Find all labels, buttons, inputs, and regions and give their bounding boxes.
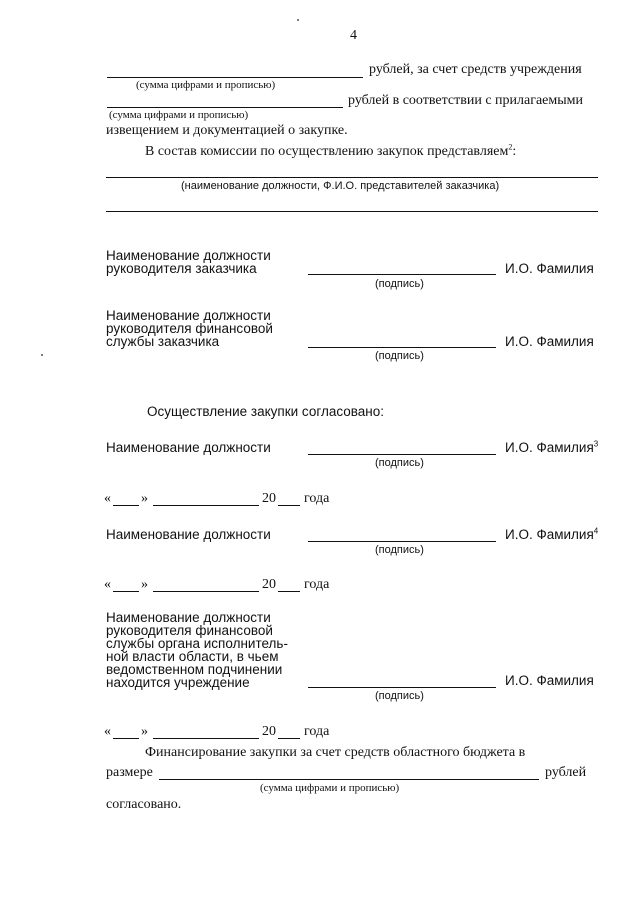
funding-caption: (сумма цифрами и прописью) (260, 782, 400, 794)
funding-amount-field[interactable] (159, 779, 539, 780)
approver2-signature-line[interactable] (308, 541, 496, 542)
authority-signature-line[interactable] (308, 687, 496, 688)
funding-line-1: Финансирование закупки за счет средств областного бюджета в (145, 745, 526, 760)
commission-caption: (наименование должности, Ф.И.О. представителей заказчика) (181, 180, 500, 192)
intro-line-1: рублей, за счет средств учреждения (369, 62, 582, 77)
funding-suffix: рублей (545, 765, 587, 780)
head-signature-line[interactable] (308, 274, 496, 275)
footnote-4: 4 (593, 526, 599, 536)
amount-field-2[interactable] (107, 107, 343, 108)
year-field-2[interactable] (278, 591, 300, 592)
head-name: И.О. Фамилия (505, 261, 594, 276)
finance-position-label: Наименование должности руководителя финансовой службы заказчика (106, 308, 273, 349)
date-row-3: « » 20 года (104, 724, 330, 739)
scan-speck (41, 354, 43, 356)
approver1-signature-caption: (подпись) (375, 457, 424, 469)
finance-name: И.О. Фамилия (505, 334, 594, 349)
month-field-2[interactable] (153, 591, 259, 592)
date-row-2: « » 20 года (104, 577, 330, 592)
commission-text: В состав комиссии по осуществлению закупок представляем$^2$: (145, 142, 517, 159)
approver1-label: Наименование должности (106, 440, 271, 455)
approver1-name: И.О. Фамилия$^3$ (505, 439, 599, 455)
authority-name: И.О. Фамилия (505, 673, 594, 688)
footnote-2: 2 (508, 142, 513, 152)
approver2-name: И.О. Фамилия$^4$ (505, 526, 599, 542)
intro-line-3: извещением и документацией о закупке. (106, 123, 348, 138)
day-field-3[interactable] (113, 738, 139, 739)
authority-position-label: Наименование должности руководителя финансовой службы органа исполнитель- ной власти области, в чьем ведомственном подчинении находится учреждение (106, 610, 288, 690)
approver2-signature-caption: (подпись) (375, 544, 424, 556)
scan-speck (297, 19, 299, 21)
page-number: 4 (350, 28, 357, 43)
day-field-2[interactable] (113, 591, 139, 592)
head-position-label: Наименование должности руководителя заказчика (106, 248, 271, 276)
funding-prefix: размере (106, 765, 153, 780)
month-field-1[interactable] (153, 505, 259, 506)
day-field-1[interactable] (113, 505, 139, 506)
amount-caption-1: (сумма цифрами и прописью) (136, 79, 276, 91)
agreed-heading: Осуществление закупки согласовано: (147, 404, 384, 419)
commission-field-2[interactable] (106, 211, 598, 212)
approver1-signature-line[interactable] (308, 454, 496, 455)
intro-line-2: рублей в соответствии с прилагаемыми (348, 93, 583, 108)
amount-caption-2: (сумма цифрами и прописью) (109, 109, 249, 121)
head-signature-caption: (подпись) (375, 278, 424, 290)
funding-last: согласовано. (106, 797, 182, 812)
finance-signature-line[interactable] (308, 347, 496, 348)
year-field-3[interactable] (278, 738, 300, 739)
approver2-label: Наименование должности (106, 527, 271, 542)
authority-signature-caption: (подпись) (375, 690, 424, 702)
month-field-3[interactable] (153, 738, 259, 739)
commission-field-1[interactable] (106, 177, 598, 178)
amount-field-1[interactable] (107, 77, 363, 78)
footnote-3: 3 (593, 439, 599, 449)
year-field-1[interactable] (278, 505, 300, 506)
date-row-1: « » 20 года (104, 491, 330, 506)
finance-signature-caption: (подпись) (375, 350, 424, 362)
